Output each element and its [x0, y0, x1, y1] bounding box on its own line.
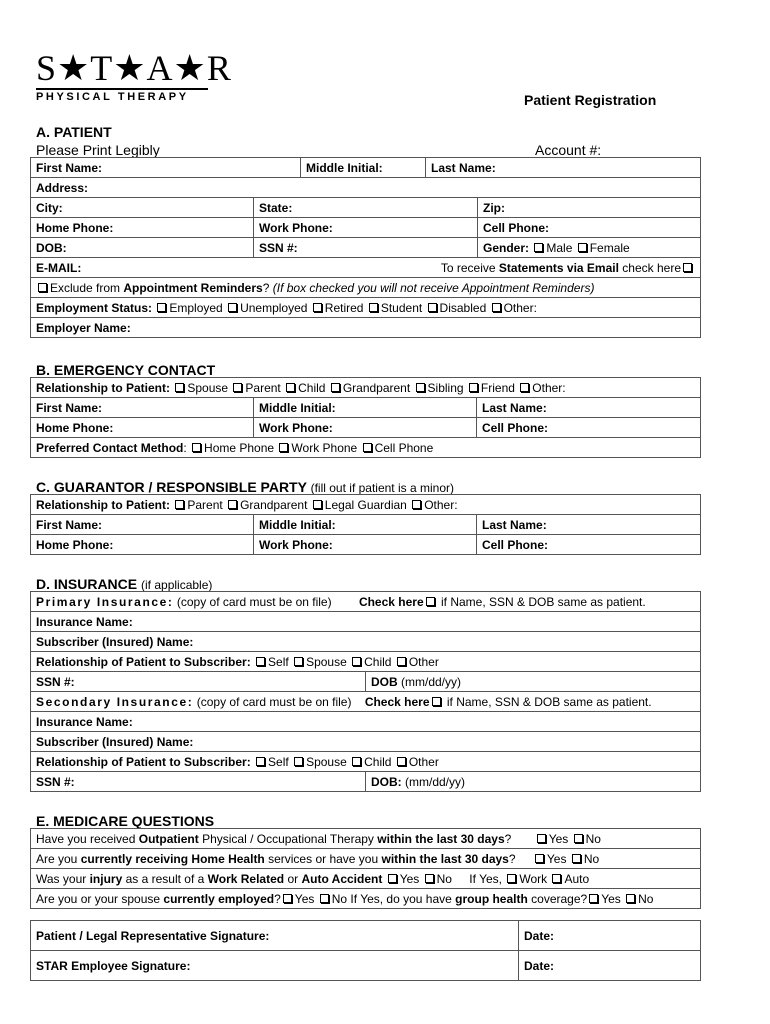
- preferred-contact-row: Preferred Contact Method: Home Phone Work Phone Cell Phone: [31, 438, 701, 458]
- primary-ssn-field[interactable]: SSN #:: [31, 672, 366, 692]
- medicare-q3-row: Was your injury as a result of a Work Related or Auto Accident Yes No If Yes, Work Auto: [31, 869, 701, 889]
- guarantor-work-phone-field[interactable]: Work Phone:: [254, 535, 477, 555]
- employment-status-row: Employment Status: Employed Unemployed Retired Student Disabled Other:: [31, 298, 701, 318]
- ssn-field[interactable]: SSN #:: [254, 238, 478, 258]
- middle-initial-field[interactable]: Middle Initial:: [301, 158, 426, 178]
- print-legibly-hint: Please Print Legibly: [36, 142, 160, 158]
- primary-child-checkbox[interactable]: [352, 657, 361, 666]
- primary-other-checkbox[interactable]: [397, 657, 406, 666]
- emergency-relationship-row: Relationship to Patient: Spouse Parent Child Grandparent Sibling Friend Other:: [31, 378, 701, 398]
- q2-yes-checkbox[interactable]: [535, 854, 544, 863]
- guarantor-grandparent-checkbox[interactable]: [228, 500, 237, 509]
- exclude-reminders-row: Exclude from Appointment Reminders? (If box checked you will not receive Appointment Reminders): [31, 278, 701, 298]
- address-field[interactable]: Address:: [31, 178, 701, 198]
- secondary-insurance-name-field[interactable]: Insurance Name:: [31, 712, 701, 732]
- employed-checkbox[interactable]: [157, 303, 166, 312]
- secondary-spouse-checkbox[interactable]: [294, 757, 303, 766]
- logo-wordmark: S★T★A★R: [36, 48, 232, 88]
- exclude-reminders-checkbox[interactable]: [38, 283, 47, 292]
- q4b-no-checkbox[interactable]: [626, 894, 635, 903]
- secondary-self-checkbox[interactable]: [256, 757, 265, 766]
- q1-no-checkbox[interactable]: [574, 834, 583, 843]
- section-a-title: A. PATIENT: [36, 124, 112, 140]
- secondary-subscriber-name-field[interactable]: Subscriber (Insured) Name:: [31, 732, 701, 752]
- emergency-first-name-field[interactable]: First Name:: [31, 398, 254, 418]
- primary-subscriber-relationship-row: Relationship of Patient to Subscriber: Self Spouse Child Other: [31, 652, 701, 672]
- guarantor-cell-phone-field[interactable]: Cell Phone:: [477, 535, 701, 555]
- student-checkbox[interactable]: [369, 303, 378, 312]
- guarantor-middle-initial-field[interactable]: Middle Initial:: [254, 515, 477, 535]
- retired-checkbox[interactable]: [313, 303, 322, 312]
- primary-dob-field[interactable]: DOB (mm/dd/yy): [366, 672, 701, 692]
- female-checkbox[interactable]: [578, 243, 587, 252]
- medicare-q1-row: Have you received Outpatient Physical / Occupational Therapy within the last 30 days? Yes No: [31, 829, 701, 849]
- emergency-last-name-field[interactable]: Last Name:: [477, 398, 701, 418]
- primary-subscriber-name-field[interactable]: Subscriber (Insured) Name:: [31, 632, 701, 652]
- other-employment-checkbox[interactable]: [492, 303, 501, 312]
- spouse-checkbox[interactable]: [175, 383, 184, 392]
- secondary-dob-field[interactable]: DOB: (mm/dd/yy): [366, 772, 701, 792]
- other-relationship-checkbox[interactable]: [520, 383, 529, 392]
- secondary-same-as-patient-checkbox[interactable]: [432, 697, 441, 706]
- secondary-ssn-field[interactable]: SSN #:: [31, 772, 366, 792]
- child-checkbox[interactable]: [286, 383, 295, 392]
- gender-field: Gender: Male Female: [478, 238, 701, 258]
- sibling-checkbox[interactable]: [416, 383, 425, 392]
- pref-cell-phone-checkbox[interactable]: [363, 443, 372, 452]
- signature-table: [30, 920, 701, 981]
- last-name-field[interactable]: Last Name:: [426, 158, 701, 178]
- patient-signature-date-field[interactable]: Date:: [519, 921, 701, 951]
- emergency-contact-table: [30, 377, 701, 458]
- guarantor-home-phone-field[interactable]: Home Phone:: [31, 535, 254, 555]
- emergency-home-phone-field[interactable]: Home Phone:: [31, 418, 254, 438]
- primary-same-as-patient-checkbox[interactable]: [426, 597, 435, 606]
- employer-name-field[interactable]: Employer Name:: [31, 318, 701, 338]
- emergency-cell-phone-field[interactable]: Cell Phone:: [477, 418, 701, 438]
- emergency-middle-initial-field[interactable]: Middle Initial:: [254, 398, 477, 418]
- guarantor-parent-checkbox[interactable]: [175, 500, 184, 509]
- unemployed-checkbox[interactable]: [228, 303, 237, 312]
- star-logo: [36, 48, 232, 103]
- state-field[interactable]: State:: [254, 198, 478, 218]
- q4-yes-checkbox[interactable]: [283, 894, 292, 903]
- home-phone-field[interactable]: Home Phone:: [31, 218, 254, 238]
- pref-home-phone-checkbox[interactable]: [192, 443, 201, 452]
- statements-email-checkbox[interactable]: [683, 263, 692, 272]
- medicare-q2-row: Are you currently receiving Home Health services or have you within the last 30 days? Yes No: [31, 849, 701, 869]
- primary-insurance-row: Primary Insurance: (copy of card must be on file) Check here if Name, SSN & DOB same as patient.: [31, 592, 701, 612]
- male-checkbox[interactable]: [534, 243, 543, 252]
- patient-table: [30, 157, 701, 338]
- logo-subtitle: PHYSICAL THERAPY: [36, 91, 189, 103]
- primary-insurance-name-field[interactable]: Insurance Name:: [31, 612, 701, 632]
- guarantor-table: [30, 494, 701, 555]
- parent-checkbox[interactable]: [233, 383, 242, 392]
- insurance-table: [30, 591, 701, 792]
- disabled-checkbox[interactable]: [428, 303, 437, 312]
- medicare-q4-row: Are you or your spouse currently employed? Yes No If Yes, do you have group health coverage? Yes No: [31, 889, 701, 909]
- account-number-label: Account #:: [535, 142, 602, 158]
- section-b-title: B. EMERGENCY CONTACT: [36, 362, 216, 378]
- primary-spouse-checkbox[interactable]: [294, 657, 303, 666]
- zip-field[interactable]: Zip:: [478, 198, 701, 218]
- legal-guardian-checkbox[interactable]: [313, 500, 322, 509]
- secondary-child-checkbox[interactable]: [352, 757, 361, 766]
- q3-work-checkbox[interactable]: [507, 874, 516, 883]
- guarantor-last-name-field[interactable]: Last Name:: [477, 515, 701, 535]
- section-e-title: E. MEDICARE QUESTIONS: [36, 813, 215, 829]
- city-field[interactable]: City:: [31, 198, 254, 218]
- guarantor-relationship-row: Relationship to Patient: Parent Grandparent Legal Guardian Other:: [31, 495, 701, 515]
- section-d-title: D. INSURANCE (if applicable): [36, 576, 213, 592]
- q1-yes-checkbox[interactable]: [537, 834, 546, 843]
- q4-no-checkbox[interactable]: [320, 894, 329, 903]
- friend-checkbox[interactable]: [469, 383, 478, 392]
- q3-auto-checkbox[interactable]: [552, 874, 561, 883]
- document-title: Patient Registration: [524, 92, 657, 108]
- patient-signature-field[interactable]: Patient / Legal Representative Signature:: [31, 921, 519, 951]
- first-name-field[interactable]: First Name:: [31, 158, 301, 178]
- cell-phone-field[interactable]: Cell Phone:: [478, 218, 701, 238]
- employee-signature-field[interactable]: STAR Employee Signature:: [31, 951, 519, 981]
- secondary-subscriber-relationship-row: Relationship of Patient to Subscriber: Self Spouse Child Other: [31, 752, 701, 772]
- pref-work-phone-checkbox[interactable]: [279, 443, 288, 452]
- q2-no-checkbox[interactable]: [572, 854, 581, 863]
- guarantor-other-checkbox[interactable]: [412, 500, 421, 509]
- secondary-other-checkbox[interactable]: [397, 757, 406, 766]
- grandparent-checkbox[interactable]: [331, 383, 340, 392]
- dob-field[interactable]: DOB:: [31, 238, 254, 258]
- primary-self-checkbox[interactable]: [256, 657, 265, 666]
- email-field[interactable]: E-MAIL: To receive Statements via Email check here: [31, 258, 701, 278]
- secondary-insurance-row: Secondary Insurance: (copy of card must be on file) Check here if Name, SSN & DOB same as patient.: [31, 692, 701, 712]
- q3-no-checkbox[interactable]: [425, 874, 434, 883]
- section-c-title: C. GUARANTOR / RESPONSIBLE PARTY (fill out if patient is a minor): [36, 479, 454, 495]
- work-phone-field[interactable]: Work Phone:: [254, 218, 478, 238]
- medicare-table: [30, 828, 701, 909]
- employee-signature-date-field[interactable]: Date:: [519, 951, 701, 981]
- emergency-work-phone-field[interactable]: Work Phone:: [254, 418, 477, 438]
- q3-yes-checkbox[interactable]: [388, 874, 397, 883]
- guarantor-first-name-field[interactable]: First Name:: [31, 515, 254, 535]
- logo-rule: [36, 88, 208, 90]
- q4b-yes-checkbox[interactable]: [589, 894, 598, 903]
